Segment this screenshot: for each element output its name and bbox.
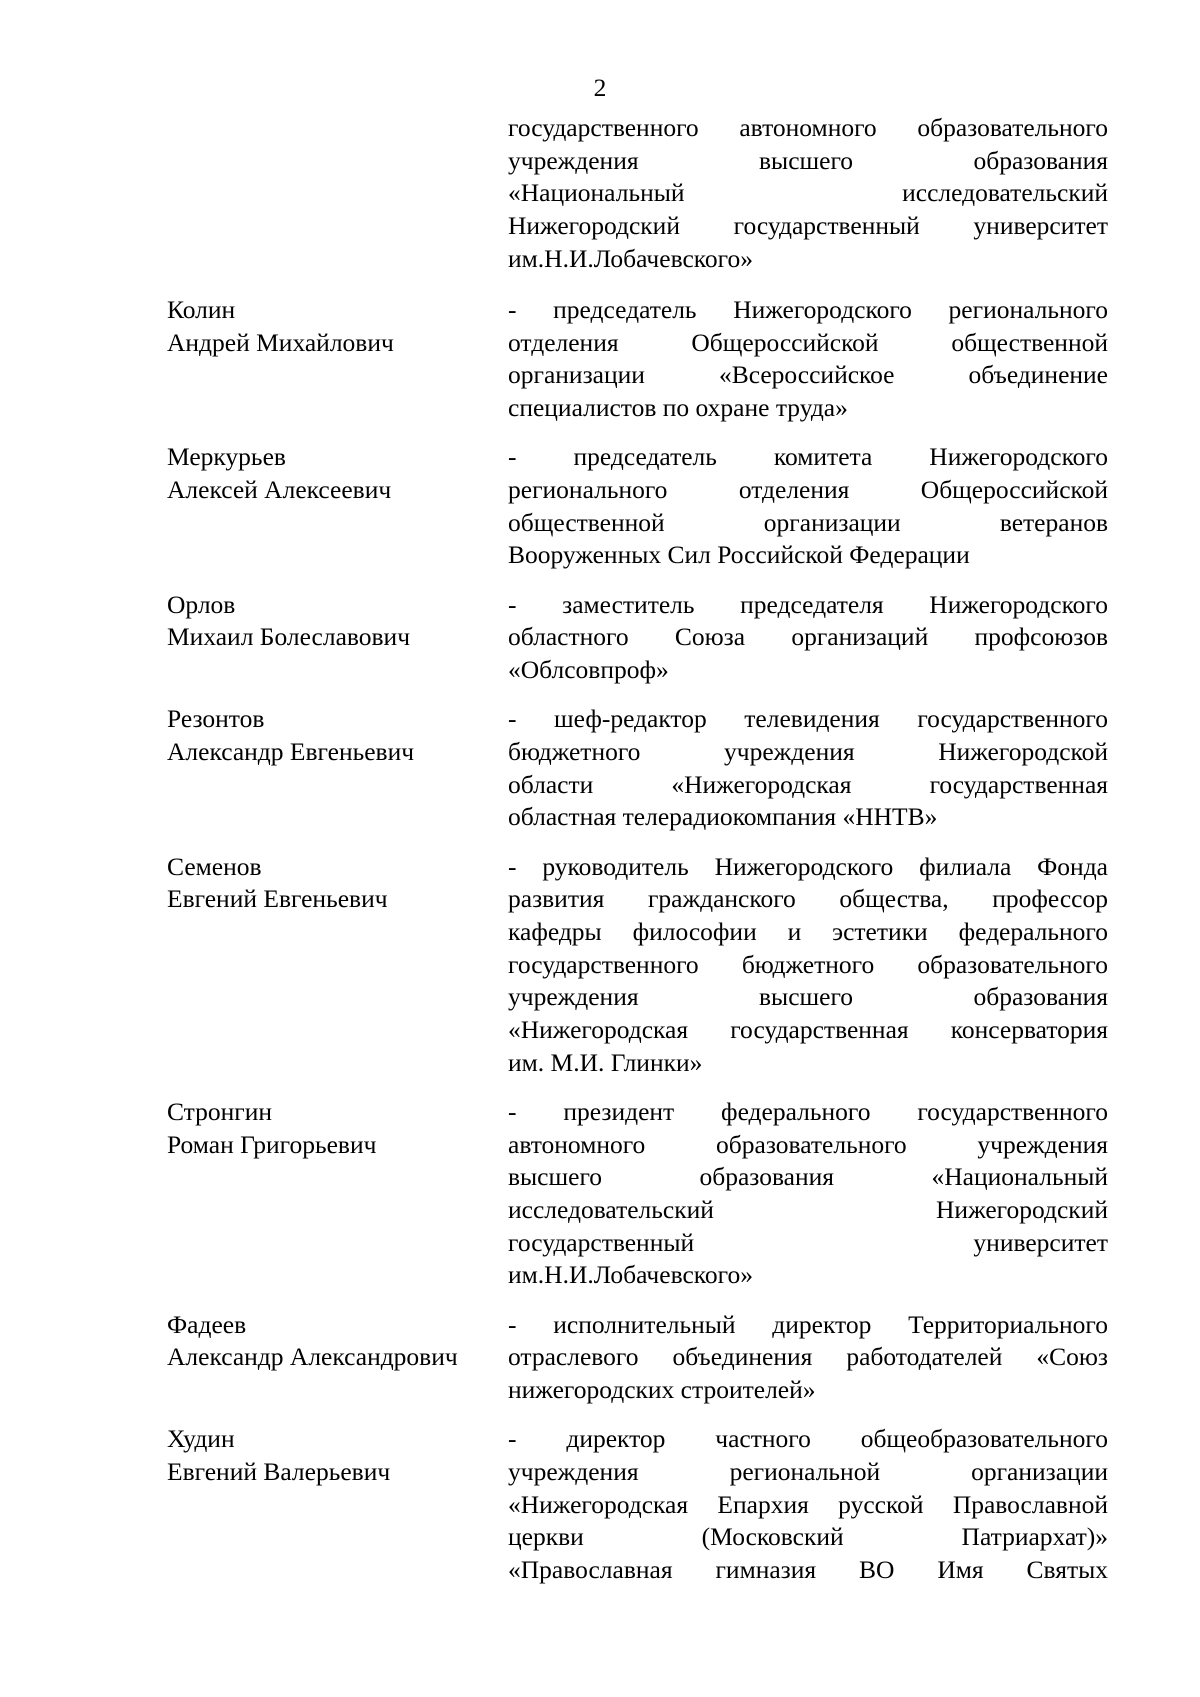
desc-line: «Национальный исследовательский (508, 178, 1108, 208)
member-surname: Семенов (167, 851, 262, 881)
member-given-names: Михаил Болеславович (167, 622, 411, 652)
member-entry (167, 589, 1108, 687)
member-name (167, 441, 508, 572)
member-surname: Резонтов (167, 704, 265, 734)
desc-line: «Нижегородская государственная консерватория (508, 1015, 1108, 1045)
member-given-names: Александр Евгеньевич (167, 736, 415, 766)
member-position (508, 294, 1108, 425)
desc-line: - заместитель председателя Нижегородского (508, 589, 1108, 619)
desc-line: - исполнительный директор Территориального (508, 1309, 1108, 1339)
member-given-names: Евгений Евгеньевич (167, 884, 388, 914)
member-entry (167, 1423, 1108, 1587)
desc-line: - президент федерального государственного (508, 1096, 1108, 1126)
desc-line: специалистов по охране труда» (508, 393, 848, 423)
member-position (508, 851, 1108, 1080)
desc-line: отраслевого объединения работодателей «Союз (508, 1342, 1108, 1372)
desc-line: - директор частного общеобразовательного (508, 1424, 1108, 1454)
desc-line: - председатель комитета Нижегородского (508, 442, 1108, 472)
member-position (508, 703, 1108, 834)
desc-line: - шеф-редактор телевидения государственного (508, 704, 1108, 734)
member-position (508, 441, 1108, 572)
desc-line: Нижегородский государственный университет (508, 211, 1108, 241)
desc-line: высшего образования «Национальный (508, 1162, 1108, 1192)
member-name (167, 851, 508, 1080)
member-given-names: Андрей Михайлович (167, 327, 394, 357)
desc-line: - руководитель Нижегородского филиала Фонда (508, 851, 1108, 881)
desc-line: отделения Общероссийской общественной (508, 327, 1108, 357)
member-given-names: Алексей Алексеевич (167, 475, 392, 505)
desc-line: учреждения высшего образования (508, 145, 1108, 175)
member-given-names: Евгений Валерьевич (167, 1457, 391, 1486)
desc-line: нижегородских строителей» (508, 1375, 816, 1405)
member-name (167, 1423, 508, 1587)
desc-line: государственного автономного образовательного (508, 113, 1108, 142)
continuation-description (508, 112, 1108, 276)
member-given-names: Александр Александрович (167, 1342, 458, 1372)
desc-line: бюджетного учреждения Нижегородской (508, 736, 1108, 766)
member-entry (167, 441, 1108, 572)
desc-line: государственный университет (508, 1227, 1108, 1257)
member-position (508, 1096, 1108, 1292)
member-given-names: Роман Григорьевич (167, 1129, 377, 1159)
desc-line: областного Союза организаций профсоюзов (508, 622, 1108, 652)
desc-line: «Нижегородская Епархия русской Православной (508, 1489, 1108, 1519)
member-surname: Фадеев (167, 1309, 247, 1339)
desc-line: организации «Всероссийское объединение (508, 360, 1108, 390)
member-entry (167, 851, 1108, 1080)
desc-line: «Православная гимназия ВО Имя Святых (508, 1555, 1108, 1585)
desc-line: исследовательский Нижегородский (508, 1195, 1108, 1225)
desc-line: - председатель Нижегородского регионального (508, 295, 1108, 324)
member-surname: Меркурьев (167, 442, 286, 472)
member-entry (167, 703, 1108, 834)
desc-line: регионального отделения Общероссийской (508, 475, 1108, 505)
desc-line: государственного бюджетного образовательного (508, 949, 1108, 979)
member-entry (167, 294, 1108, 425)
desc-line: общественной организации ветеранов (508, 507, 1108, 537)
member-name (167, 589, 508, 687)
member-list (167, 294, 1108, 1603)
member-position (508, 589, 1108, 687)
desc-line: области «Нижегородская государственная (508, 769, 1108, 799)
member-name (167, 703, 508, 834)
desc-line: автономного образовательного учреждения (508, 1129, 1108, 1159)
member-entry (167, 1096, 1108, 1292)
member-surname: Колин (167, 295, 236, 324)
desc-line: церкви (Московский Патриархат)» (508, 1522, 1108, 1552)
desc-line: Вооруженных Сил Российской Федерации (508, 540, 970, 570)
member-surname: Стронгин (167, 1096, 273, 1126)
member-surname: Орлов (167, 589, 236, 619)
member-surname: Худин (167, 1424, 235, 1454)
desc-line: кафедры философии и эстетики федерального (508, 916, 1108, 946)
member-name (167, 1309, 508, 1407)
member-name (167, 294, 508, 425)
page-number: 2 (593, 73, 607, 102)
desc-line: им. М.И. Глинки» (508, 1047, 703, 1077)
desc-line: им.Н.И.Лобачевского» (508, 243, 753, 273)
desc-line: «Облсовпроф» (508, 655, 669, 685)
desc-line: им.Н.И.Лобачевского» (508, 1260, 753, 1290)
member-name (167, 1096, 508, 1292)
desc-line: учреждения высшего образования (508, 982, 1108, 1012)
desc-line: областная телерадиокомпания «ННТВ» (508, 802, 938, 832)
member-position (508, 1423, 1108, 1587)
desc-line: учреждения региональной организации (508, 1457, 1108, 1486)
member-position (508, 1309, 1108, 1407)
desc-line: развития гражданского общества, профессор (508, 884, 1108, 914)
member-entry (167, 1309, 1108, 1407)
